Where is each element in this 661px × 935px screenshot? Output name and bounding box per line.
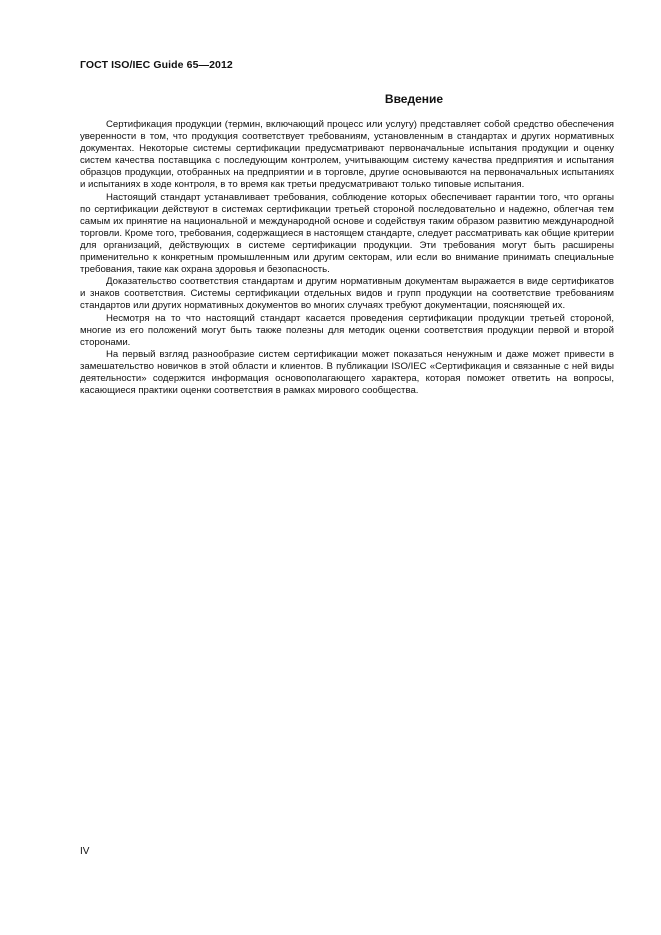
paragraph-4: Несмотря на то что настоящий стандарт касается проведения сертификации продукции третьей стороной, многие из его положений могут быть также полезны для методик оценки соответствия продукции первой и второй сторонами. (80, 312, 614, 348)
page-number: IV (80, 846, 90, 857)
paragraph-5: На первый взгляд разнообразие систем сертификации может показаться ненужным и даже может привести в замешательство новичков в этой области и клиентов. В публикации ISO/IEC «Сертификация и связанные с ней виды деятельности» содержится информация основополагающего характера, которая поможет ответить на вопросы, касающиеся практики оценки соответствия в рамках мирового сообщества. (80, 348, 614, 397)
standard-header: ГОСТ ISO/IEC Guide 65—2012 (80, 59, 233, 71)
paragraph-2: Настоящий стандарт устанавливает требования, соблюдение которых обеспечивает гарантии того, что органы по сертификации действуют в системах сертификации третьей стороной последовательно и надежно, облегчая тем самым их принятие на национальной и международной основе и содействуя таким образом развитию международной торговли. Кроме того, требования, содержащиеся в настоящем стандарте, следует рассматривать как общие критерии для организаций, действующих в системе сертификации продукции. Эти требования могут быть расширены применительно к конкретным промышленным или другим секторам, или если во внимание принимать специальные требования, такие как охрана здоровья и безопасность. (80, 191, 614, 276)
section-title: Введение (384, 92, 444, 106)
paragraph-3: Доказательство соответствия стандартам и другим нормативным документам выражается в виде сертификатов и знаков соответствия. Системы сертификации отдельных видов и групп продукции на соответствие требованиям стандартов или других нормативных документов во многих случаях требуют документации, поясняющей их. (80, 276, 614, 312)
introduction-body (80, 119, 614, 397)
paragraph-1: Сертификация продукции (термин, включающий процесс или услугу) представляет собой средство обеспечения уверенности в том, что продукция соответствует требованиям, установленным в стандартах и других нормативных документах. Некоторые системы сертификации предусматривают первоначальные испытания продукции и оценку систем качества поставщика с последующим контролем, учитывающим систему качества предприятия и испытания образцов продукции, отобранных на предприятии и в торговле, другие основываются на первоначальных испытаниях и испытаниях в ходе контроля, в то время как третьи предусматривают только типовые испытания. (80, 119, 614, 191)
